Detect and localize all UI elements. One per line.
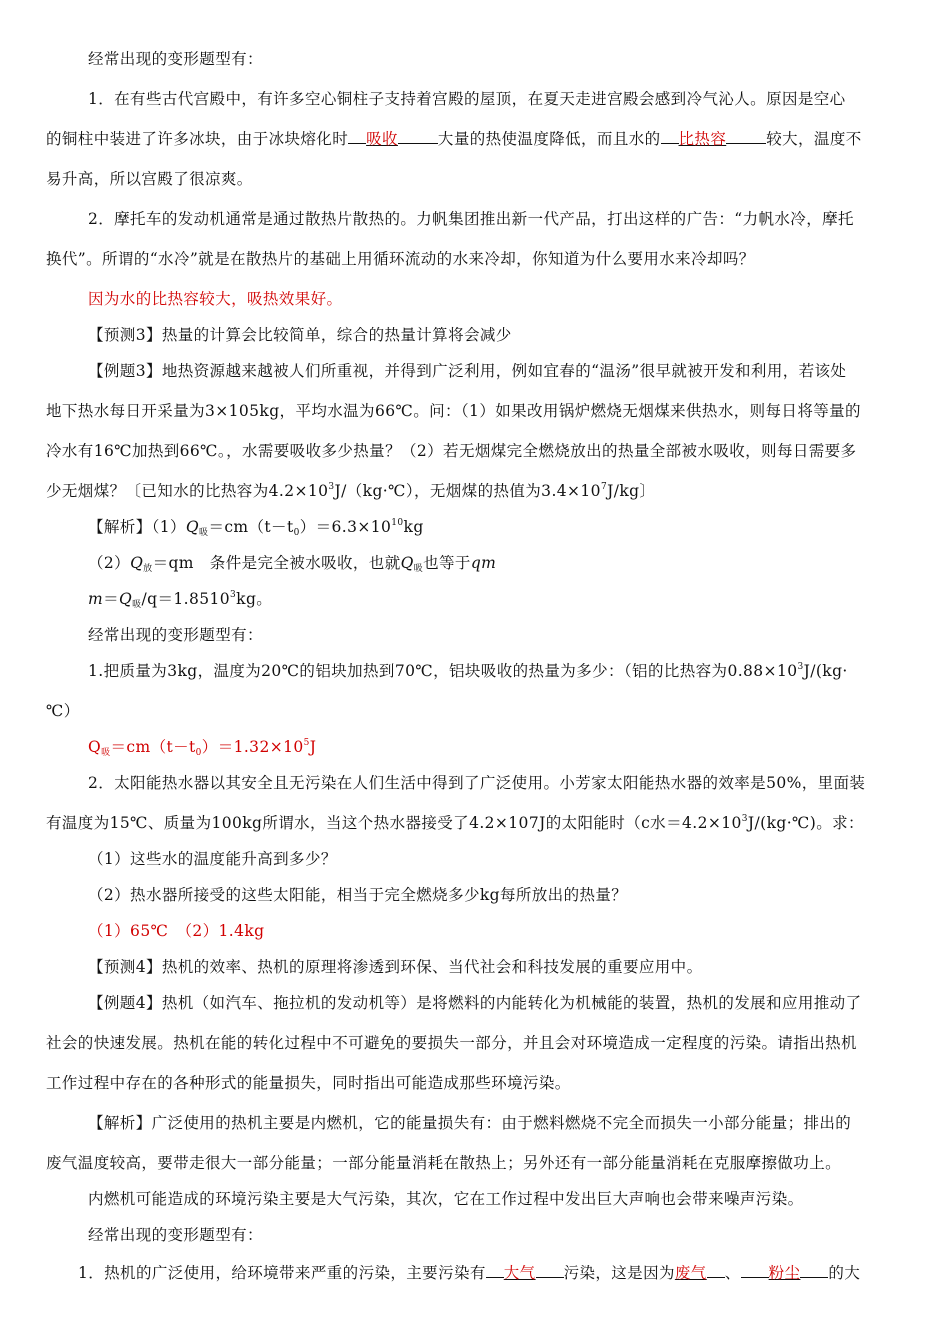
- variant-2-question-2-part-2: （2）热水器所接受的这些太阳能，相当于完全燃烧多少kg每所放出的热量？: [88, 886, 628, 904]
- question-2-line-1: 2．摩托车的发动机通常是通过散热片散热的。力帆集团推出新一代产品，打出这样的广告：“力帆水冷，摩托: [88, 210, 854, 228]
- solution-4-line-2: 废气温度较高，要带走很大一部分能量；一部分能量消耗在散热上；另外还有一部分能量消耗在克服摩擦做功上。: [46, 1154, 842, 1172]
- variant-2-question-1-answer: $Q_吸=cm(t-t_0)=1.32\times 10^5J$: [88, 738, 317, 758]
- variant-2-question-2-line-1: 2．太阳能热水器以其安全且无污染在人们生活中得到了广泛使用。小芳家太阳能热水器的效率是50%，里面装: [88, 774, 866, 792]
- example-4-line-1: 【例题4】热机（如汽车、拖拉机的发动机等）是将燃料的内能转化为机械能的装置，热机的发展和应用推动了: [88, 994, 862, 1012]
- question-2-answer: 因为水的比热容较大，吸热效果好。: [88, 290, 343, 308]
- variant-heading-2: 经常出现的变形题型有：: [88, 626, 263, 644]
- example-4-line-2: 社会的快速发展。热机在能的转化过程中不可避免的要损失一部分，并且会对环境造成一定程度的污染。请指出热机: [46, 1034, 857, 1052]
- question-1-line-3: 易升高，所以宫殿了很凉爽。: [46, 170, 253, 188]
- variant-3-question-1: 1．热机的广泛使用，给环境带来严重的污染，主要污染有 大气 污染，这是因为废气 、 粉尘 的大: [78, 1264, 861, 1282]
- variant-2-question-2-part-1: （1）这些水的温度能升高到多少？: [88, 850, 337, 868]
- answer-blank-dust: 粉尘: [768, 1264, 801, 1282]
- solution-3-step-3: $m=Q_吸/q=1.8510^3kg$。: [88, 590, 273, 610]
- example-3-line-2: 地下热水每日开采量为3×105kg，平均水温为66℃。问：（1）如果改用锅炉燃烧无烟煤来供热水，则每日将等量的: [46, 402, 861, 420]
- example-3-line-3: 冷水有16℃加热到66℃。，水需要吸收多少热量？（2）若无烟煤完全燃烧放出的热量全部被水吸收，则每日需要多: [46, 442, 857, 460]
- answer-blank-air: 大气: [503, 1264, 536, 1282]
- variant-2-question-1-line-1: 1.把质量为3kg，温度为20℃的铝块加热到70℃，铝块吸收的热量为多少：（铝的比热容为$0.88\times 10^3J/(kg\cdot$: [88, 662, 848, 680]
- example-3-line-1: 【例题3】地热资源越来越被人们所重视，并得到广泛利用，例如宜春的“温汤”很早就被开发和利用，若该处: [88, 362, 847, 380]
- question-1-line-1: 1．在有些古代宫殿中，有许多空心铜柱子支持着宫殿的屋顶，在夏天走进宫殿会感到冷气沁人。原因是空心: [88, 90, 846, 108]
- prediction-4: 【预测4】热机的效率、热机的原理将渗透到环保、当代社会和科技发展的重要应用中。: [88, 958, 703, 976]
- solution-4-line-1: 【解析】广泛使用的热机主要是内燃机，它的能量损失有：由于燃料燃烧不完全而损失一小部分能量；排出的: [88, 1114, 852, 1132]
- answer-blank-exhaust: 废气: [674, 1264, 707, 1282]
- variant-2-question-2-answer: （1）65℃ （2）1.4kg: [88, 922, 265, 940]
- variant-heading-3: 经常出现的变形题型有：: [88, 1226, 263, 1244]
- solution-3-step-2: $(2)Q_放=qm$ 条件是完全被水吸收，也就$Q_吸$也等于qm: [88, 554, 497, 574]
- prediction-3: 【预测3】热量的计算会比较简单，综合的热量计算将会减少: [88, 326, 512, 344]
- question-2-line-2: 换代”。所谓的“水冷”就是在散热片的基础上用循环流动的水来冷却，你知道为什么要用水来冷却吗？: [46, 250, 755, 268]
- variant-heading-1: 经常出现的变形题型有：: [88, 50, 263, 68]
- solution-3-step-1: 【解析】$(1)Q_吸=cm(t-t_0)=6.3\times 10^{10}kg$: [88, 518, 424, 538]
- variant-2-question-2-line-2: 有温度为15℃、质量为100kg所谓水，当这个热水器接受了4.2×107J的太阳能时（c水$=4.2\times 10^3J/(kg\cdot℃)$。求：: [46, 814, 864, 832]
- answer-blank-absorb: 吸收: [366, 130, 398, 148]
- question-1-line-2: 的铜柱中装进了许多冰块，由于冰块熔化时 吸收 大量的热使温度降低，而且水的 比热容 较大，温度不: [46, 130, 862, 148]
- example-4-line-3: 工作过程中存在的各种形式的能量损失，同时指出可能造成那些环境污染。: [46, 1074, 571, 1092]
- answer-blank-specific-heat: 比热容: [678, 130, 727, 148]
- example-3-line-4: 少无烟煤？〔已知水的比热容为$4.2\times 10^3J/(kg\cdot℃)$，无烟煤的热值为$3.4\times 10^7J/kg$〕: [46, 482, 656, 500]
- variant-2-question-1-line-2: ℃）: [46, 702, 80, 720]
- solution-4-line-3: 内燃机可能造成的环境污染主要是大气污染，其次，它在工作过程中发出巨大声响也会带来噪声污染。: [88, 1190, 804, 1208]
